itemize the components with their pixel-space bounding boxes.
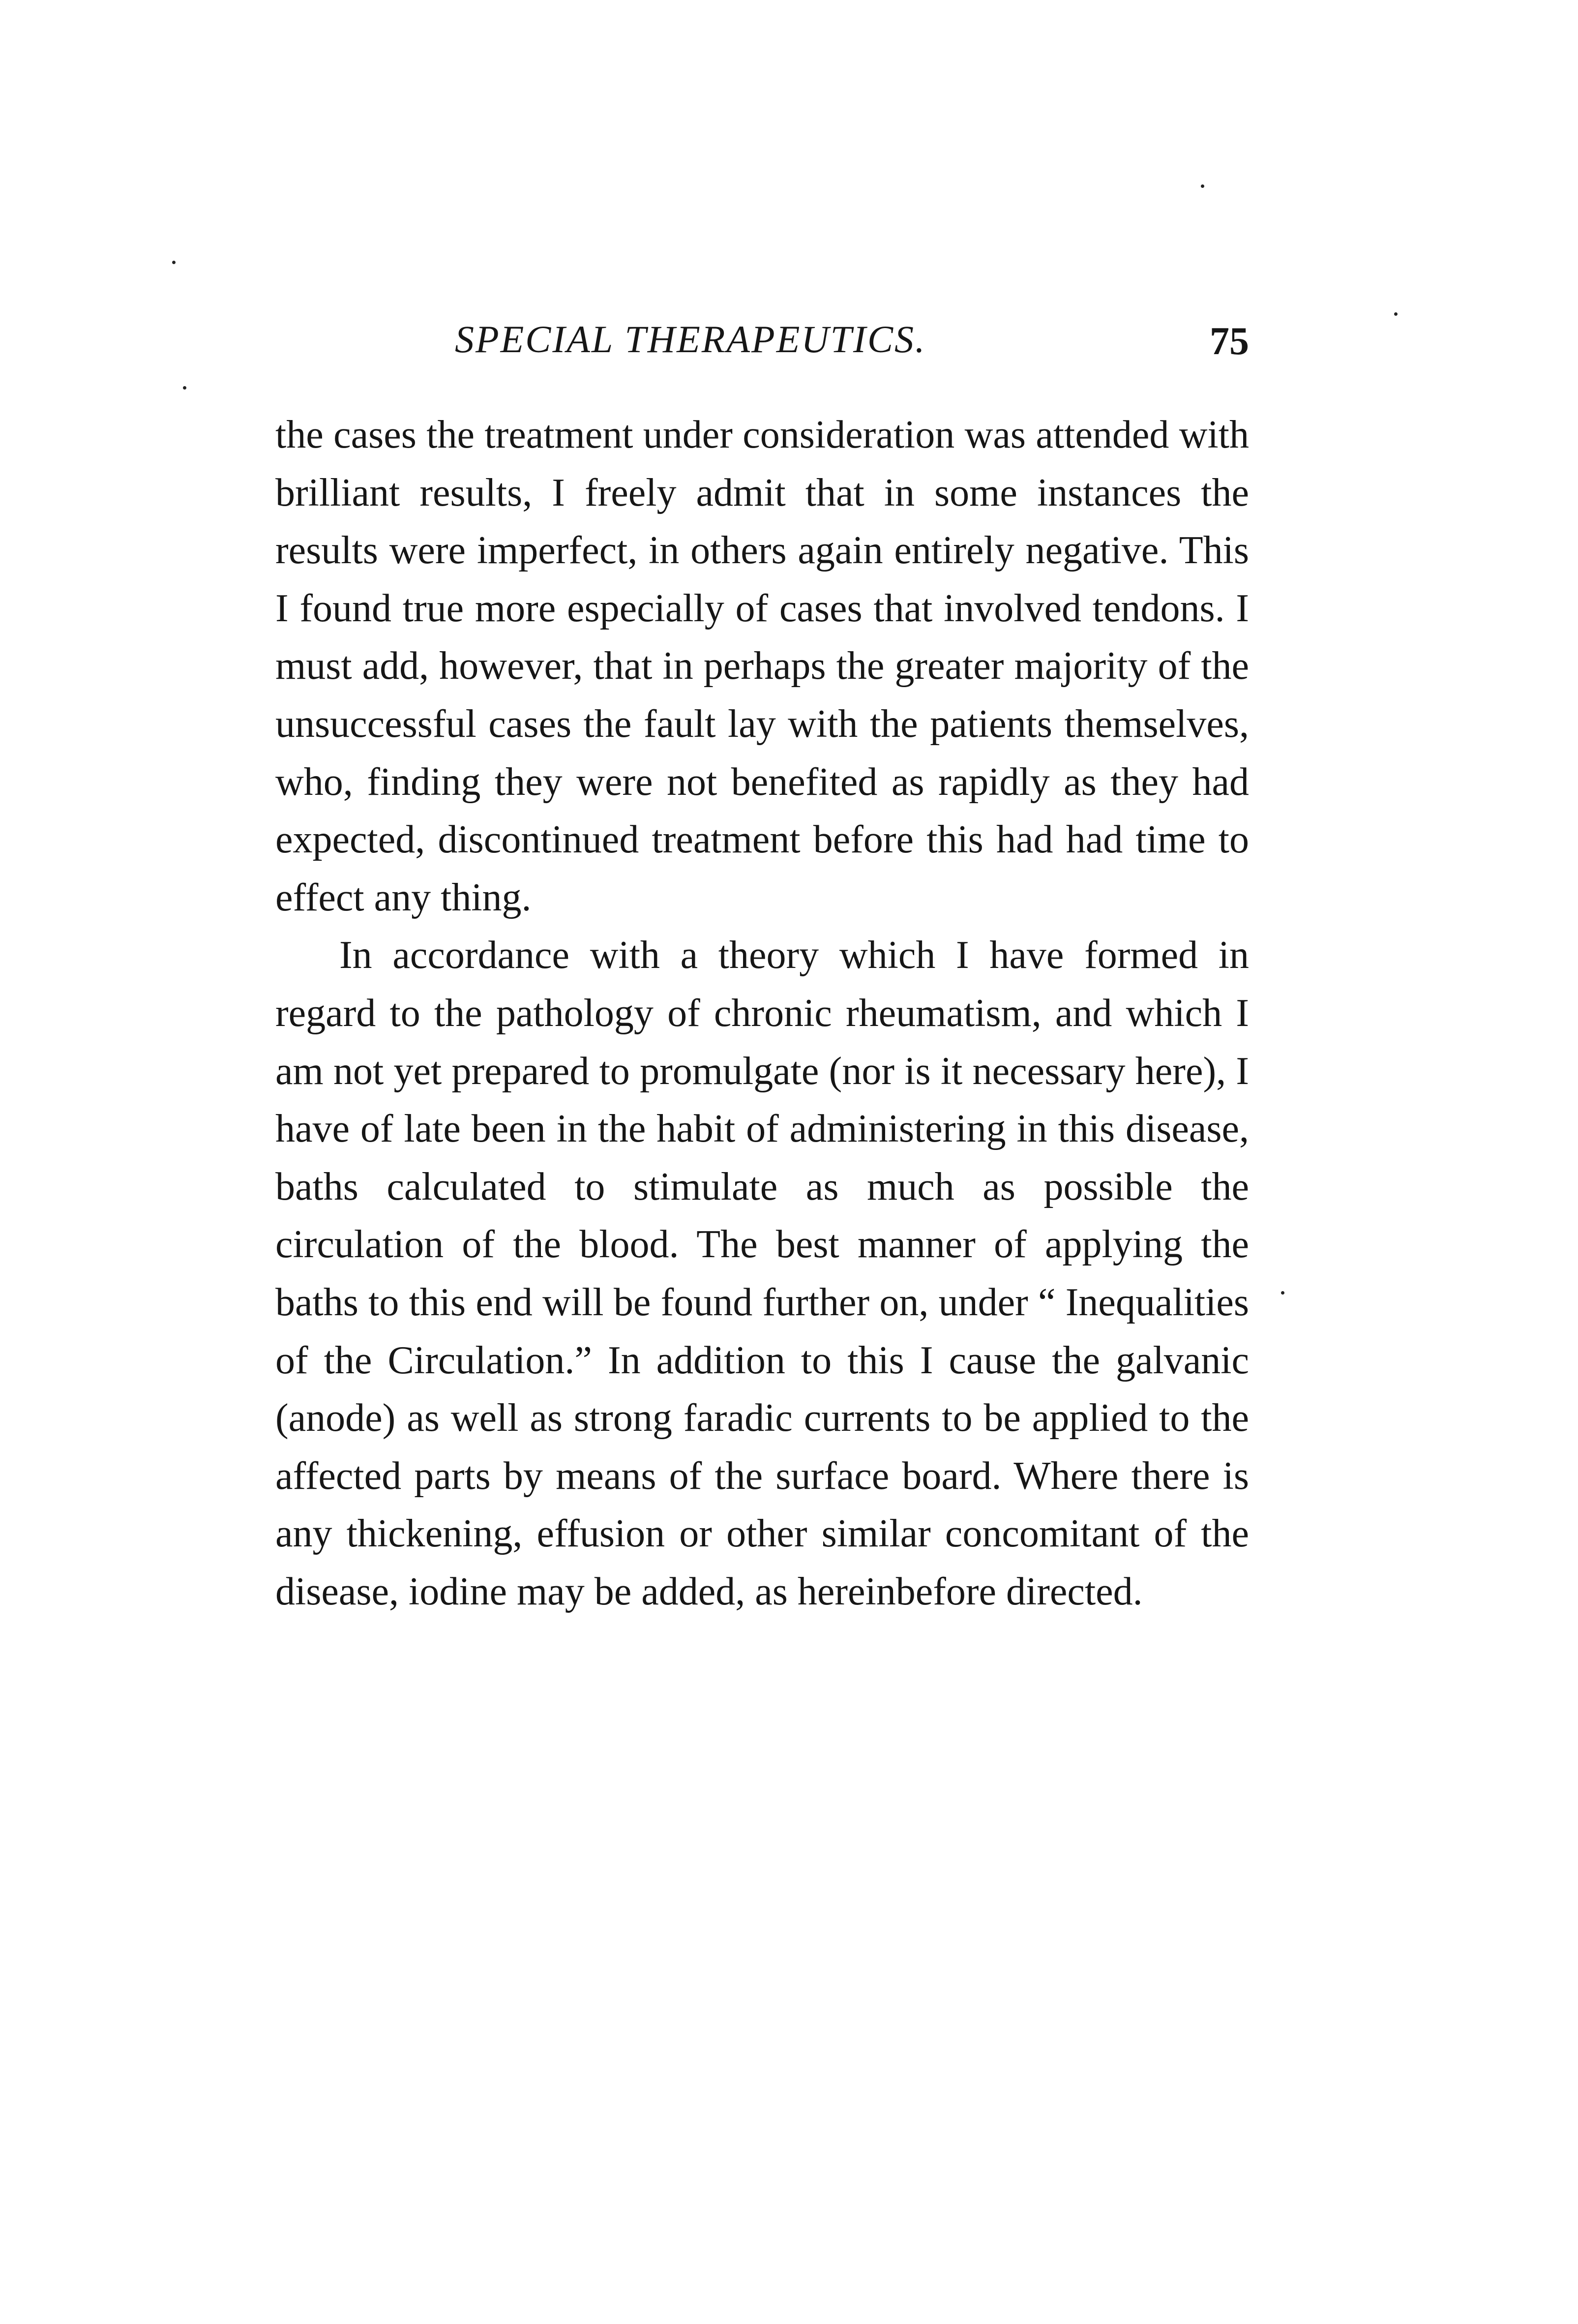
ink-speck xyxy=(1281,1291,1284,1295)
ink-speck xyxy=(172,261,176,264)
ink-speck xyxy=(1201,184,1204,188)
page-number: 75 xyxy=(1210,320,1249,363)
ink-speck xyxy=(183,386,186,390)
body-text xyxy=(275,406,1249,1621)
page-header xyxy=(275,315,1249,369)
paragraph: the cases the treatment under consideration was attended with brilliant results, I freely admit that in some instances the results were imperfect, in others again entirely negative. This I found true more especially of cases that involved tendons. I must add, however, that in perhaps the greater majority of the unsuccessful cases the fault lay with the patients themselves, who, finding they were not benefited as rapidly as they had expected, discontinued treatment before this had had time to effect any thing. xyxy=(275,413,1249,919)
running-head: SPECIAL THERAPEUTICS. xyxy=(455,318,926,361)
ink-speck xyxy=(1394,312,1398,316)
paragraph: In accordance with a theory which I have formed in regard to the pathology of chronic rheumatism, and which I am not yet prepared to promulgate (nor is it necessary here), I have of late been in the habit of administering in this disease, baths calculated to stimulate as much as possible the circulation of the blood. The best manner of applying the baths to this end will be found further on, under “ Inequalities of the Circulation.” In addition to this I cause the galvanic (anode) as well as strong faradic currents to be applied to the affected parts by means of the surface board. Where there is any thickening, effusion or other similar concomitant of the disease, iodine may be added, as hereinbefore directed. xyxy=(275,934,1249,1613)
